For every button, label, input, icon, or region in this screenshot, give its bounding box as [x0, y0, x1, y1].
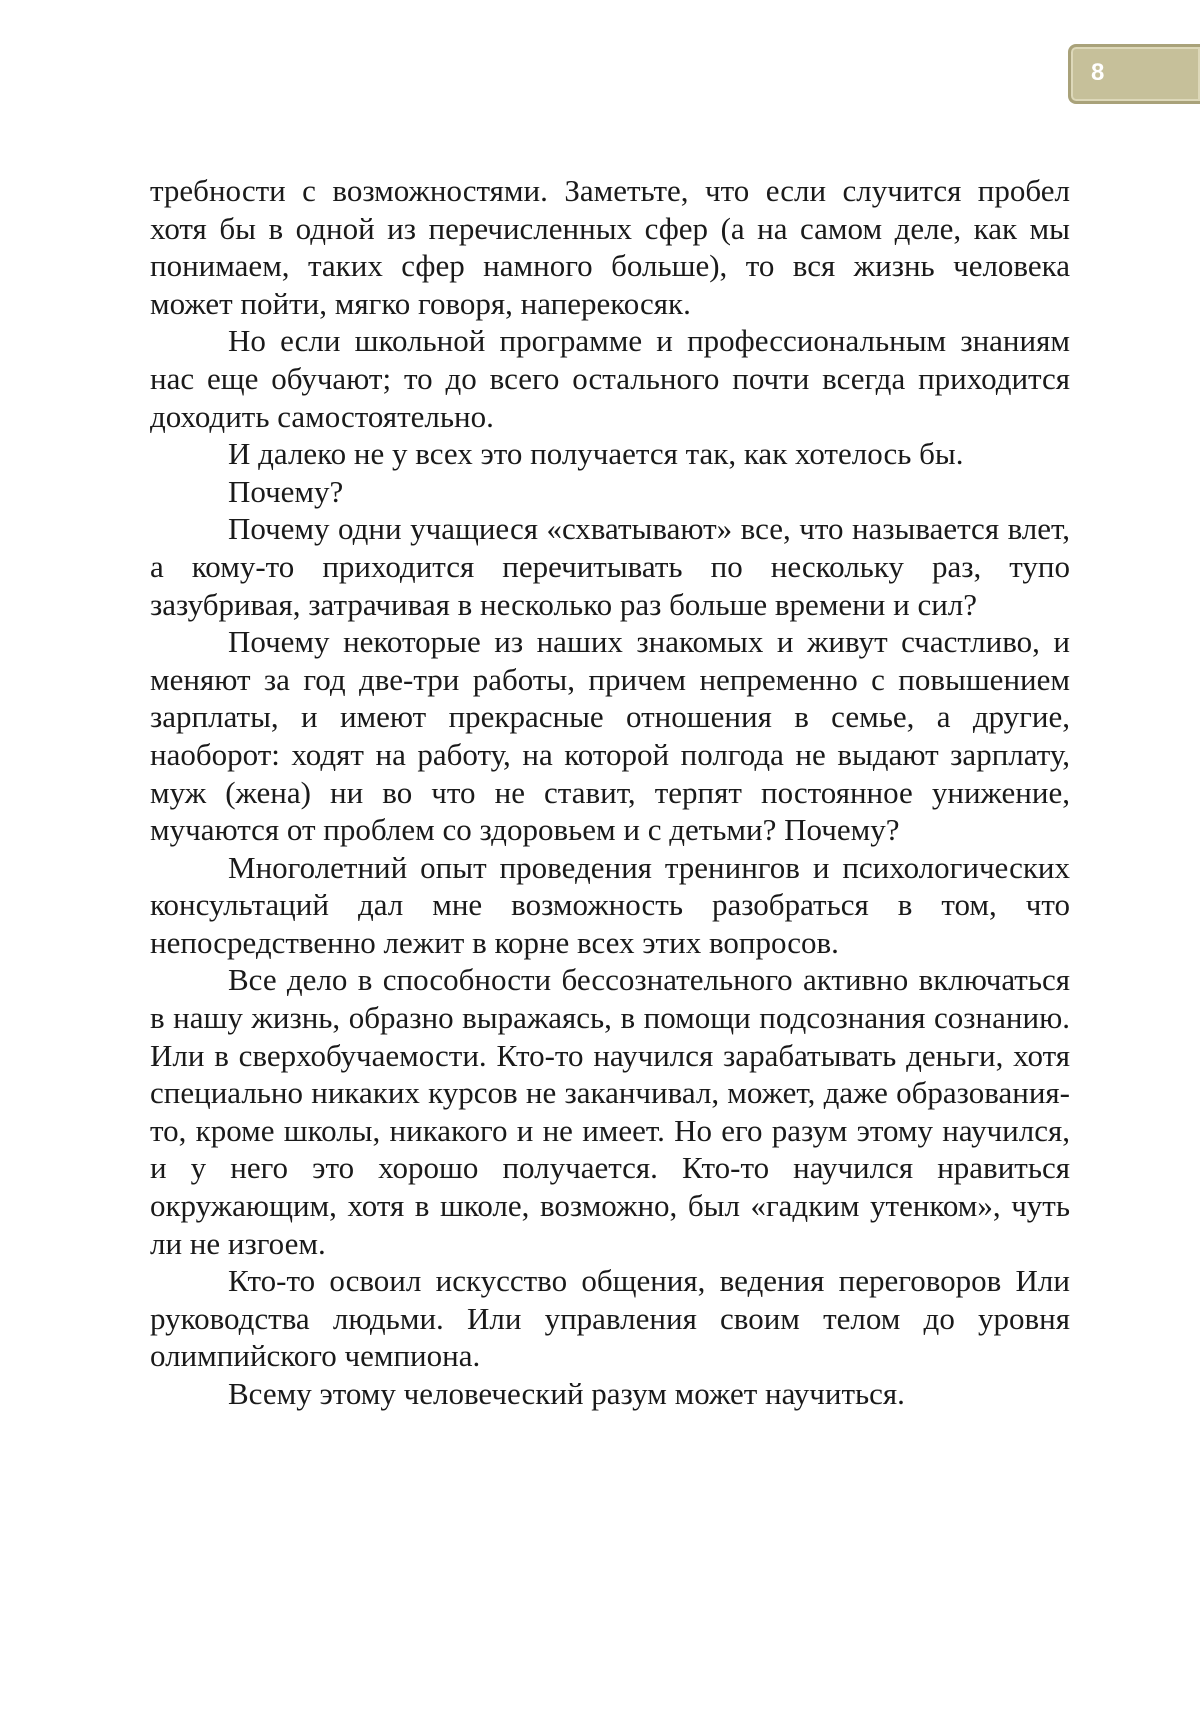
paragraph: Но если школьной программе и профессиональным знаниям нас еще обучают; то до всего остального почти всегда приходится доходить самостоятельно.: [150, 323, 1070, 434]
page-number-badge: [1068, 44, 1200, 104]
paragraph: Почему некоторые из наших знакомых и живут счастливо, и меняют за год две-три работы, причем непременно с повышением зарплаты, и имеют прекрасные отношения в семье, а другие, наоборот: ходят на работу, на которой полгода не выдают зарплату, муж (жена) ни во что не ставит, терпят постоянное унижение, мучаются от проблем со здоровьем и с детьми? Почему?: [150, 624, 1070, 848]
page-text: [150, 172, 1070, 1413]
paragraph: Почему?: [228, 473, 344, 509]
paragraph: Кто-то освоил искусство общения, ведения переговоров Или руководства людьми. Или управления своим телом до уровня олимпийского чемпиона.: [150, 1263, 1070, 1374]
paragraph: Все дело в способности бессознательного активно включаться в нашу жизнь, образно выражаясь, в помощи подсознания сознанию. Или в сверхобучаемости. Кто-то научился зарабатывать деньги, хотя специально никаких курсов не заканчивал, может, даже образования-то, кроме школы, никакого и не имеет. Но его разум этому научился, и у него это хорошо получается. Кто-то научился нравиться окружающим, хотя в школе, возможно, был «гадким утенком», чуть ли не изгоем.: [150, 962, 1070, 1261]
paragraph: Всему этому человеческий разум может научиться.: [228, 1376, 905, 1411]
page-number: 8: [1091, 59, 1105, 86]
paragraph: Многолетний опыт проведения тренингов и психологических консультаций дал мне возможность разобраться в том, что непосредственно лежит в корне всех этих вопросов.: [150, 849, 1070, 960]
paragraph: требности с возможностями. Заметьте, что если случится пробел хотя бы в одной из перечисленных сфер (а на самом деле, как мы понимаем, таких сфер намного больше), то вся жизнь человека может пойти, мягко говоря, наперекосяк.: [150, 173, 1070, 321]
paragraph: И далеко не у всех это получается так, как хотелось бы.: [228, 436, 964, 472]
paragraph: Почему одни учащиеся «схватывают» все, что называется влет, а кому-то приходится перечитывать по нескольку раз, тупо зазубривая, затрачивая в несколько раз больше времени и сил?: [150, 511, 1070, 622]
